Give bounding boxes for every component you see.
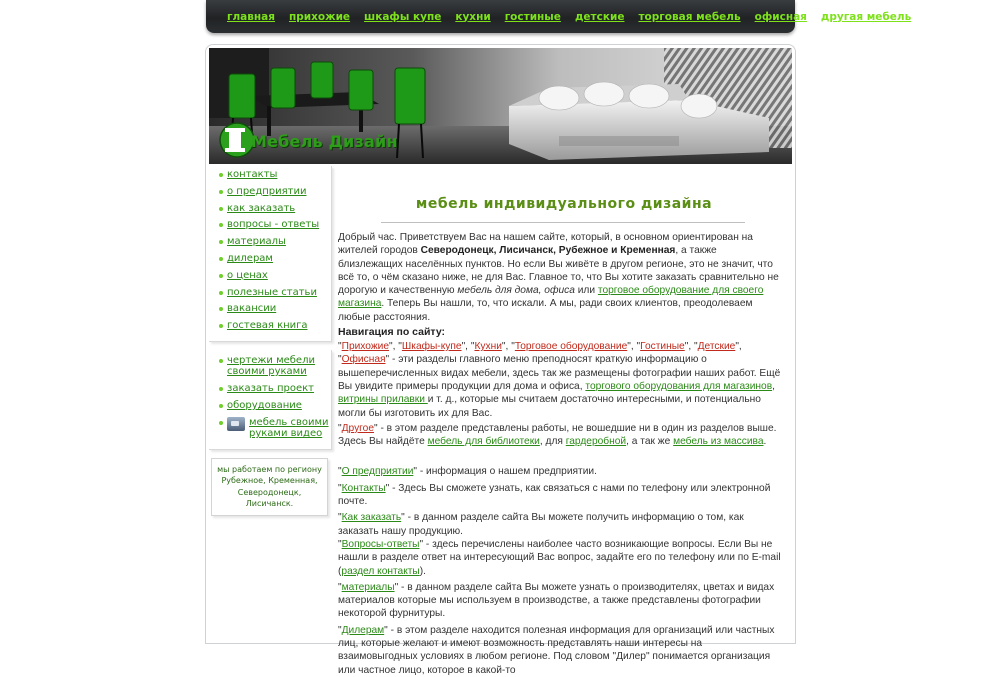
region-line: Северодонецк, Лисичанск. xyxy=(237,487,302,509)
link-living-rooms[interactable]: Гостиные xyxy=(640,341,685,353)
order-paragraph: "Как заказать" - в данном разделе сайта Вы можете получить информацию о том, как заказать нашу продукцию. xyxy=(338,512,744,537)
sidebar-link-dealers[interactable]: дилерам xyxy=(227,252,273,264)
sidebar xyxy=(209,166,332,516)
bullet-icon xyxy=(219,207,223,211)
sidebar-link-vacancies[interactable]: вакансии xyxy=(227,303,277,315)
sidebar-link-about[interactable]: о предприятии xyxy=(227,185,307,197)
sidebar-extra xyxy=(209,350,332,450)
link-kitchens[interactable]: Кухни xyxy=(474,341,502,353)
link-retail[interactable]: Торговое оборудование xyxy=(514,341,628,353)
bullet-icon xyxy=(219,257,223,261)
link-solid-wood[interactable]: мебель из массива xyxy=(673,436,764,448)
other-text: , а так же xyxy=(626,436,674,448)
title-divider xyxy=(381,222,745,223)
nav-office[interactable]: офисная xyxy=(754,10,807,23)
materials-text: " - в данном разделе сайта Вы можете узнать о производителях, цветах и видах материалов которые мы используем в производстве, а также представлены фотографии некоторой фурнитуры. xyxy=(338,581,775,620)
bullet-icon xyxy=(219,324,223,328)
sidebar-item-video xyxy=(219,417,331,439)
intro-text: или xyxy=(574,285,598,297)
main-content xyxy=(338,196,782,677)
link-dealers[interactable]: Дилерам xyxy=(341,624,385,636)
sidebar-item-guestbook xyxy=(219,320,331,337)
about-text: " - информация о нашем предприятии. xyxy=(413,466,597,478)
sidebar-link-guestbook[interactable]: гостевая книга xyxy=(227,320,308,332)
intro-text: . Теперь Вы нашли, то, что искали. А мы, ради своих клиентов, преодолеваем любые расстояния. xyxy=(338,298,753,323)
sidebar-link-drawings[interactable]: чертежи мебели своими руками xyxy=(227,354,315,377)
region-line: Рубежное, Кременная, xyxy=(221,476,318,486)
page-title: мебель индивидуального дизайна xyxy=(415,196,713,212)
nav-kitchens[interactable]: кухни xyxy=(455,10,491,23)
bullet-icon xyxy=(219,240,223,244)
sidebar-item-about xyxy=(219,186,331,203)
video-icon[interactable] xyxy=(227,417,245,431)
sidebar-item-materials xyxy=(219,236,331,253)
spacer xyxy=(338,448,782,465)
bullet-icon xyxy=(219,274,223,278)
other-text: , для xyxy=(539,436,566,448)
other-paragraph: "Другое" - в этом разделе представлены работы, не вошедшие ни в один из разделов выше. Здесь Вы найдёте мебель для библиотеки, для гардеробной, а так же мебель из массива. xyxy=(338,422,777,448)
nav-wardrobes[interactable]: шкафы купе xyxy=(364,10,442,23)
sidebar-link-articles[interactable]: полезные статьи xyxy=(227,286,317,298)
sidebar-item-drawings xyxy=(219,355,331,377)
materials-paragraph: "материалы" - в данном разделе сайта Вы можете узнать о производителях, цветах и видах материалов которые мы используем в производстве, а также представлены фотографии некоторой фурнитуры. xyxy=(338,581,775,620)
link-shop-equipment[interactable]: торгового оборудования для магазинов xyxy=(585,380,773,392)
sidebar-link-order-project[interactable]: заказать проект xyxy=(227,382,314,394)
bullet-icon xyxy=(219,173,223,177)
nav-kids[interactable]: детские xyxy=(574,10,625,23)
nav-text: - эти разделы главного меню преподносят краткую информацию о вышеперечисленных видах мебели, здесь так же размещены фотографии наших работ. Ещё Вы увидите примеры продукции для дома и офиса, xyxy=(338,354,781,392)
sidebar-link-video[interactable]: мебель своими руками видео xyxy=(249,416,329,439)
sidebar-link-equipment[interactable]: оборудование xyxy=(227,399,302,411)
link-hallways[interactable]: Прихожие xyxy=(341,341,390,353)
bullet-icon xyxy=(219,387,223,391)
top-navigation xyxy=(206,0,912,33)
link-wardrobes[interactable]: Шкафы-купе xyxy=(401,341,462,353)
sidebar-link-faq[interactable]: вопросы - ответы xyxy=(227,219,320,231)
navigation-paragraph: "Прихожие", "Шкафы-купе", "Кухни", "Торговое оборудование", "Гостиные", "Детские", "Офисная" - эти разделы главного меню преподносят краткую информацию о вышеперечисленных видах мебели, здесь так же размещены фотографии наших работ. Ещё Вы увидите примеры продукции для дома и офиса, торгового оборудования для магазинов, витрины прилавки и т. д., которые мы считаем достаточно интересными, и потенциально могли бы изготовить их для Вас. xyxy=(338,341,781,419)
contacts-text: " - Здесь Вы сможете узнать, как связаться с нами по телефону или электронной почте. xyxy=(338,482,771,508)
link-how-to-order[interactable]: Как заказать xyxy=(341,512,402,524)
bullet-icon xyxy=(219,421,223,425)
nav-text: , xyxy=(772,380,775,392)
nav-other[interactable]: другая мебель xyxy=(820,10,912,23)
sidebar-link-contacts[interactable]: контакты xyxy=(227,169,278,180)
dealers-text: " - в этом разделе находится полезная информация для организаций или частных лиц, которые желают и имеют возможность представлять наши интересы на взаимовыгодных условиях в любом регионе. Под словом "Дилер" понимается организация или частное лицо, которое в какой-то xyxy=(338,624,775,676)
sidebar-link-materials[interactable]: материалы xyxy=(227,236,286,248)
intro-text: Добрый час. Приветствуем Вас на нашем сайте, который, в основном ориентирован на жителей городов xyxy=(338,232,753,257)
link-materials[interactable]: материалы xyxy=(341,581,395,593)
nav-home[interactable]: главная xyxy=(227,10,275,23)
sidebar-item-contacts xyxy=(219,169,331,186)
header-banner xyxy=(209,48,792,164)
navigation-heading: Навигация по сайту: xyxy=(338,326,446,339)
sidebar-link-prices[interactable]: о ценах xyxy=(227,269,268,281)
link-faq[interactable]: Вопросы-ответы xyxy=(341,538,420,550)
about-paragraph: "О предприятии" - информация о нашем предприятии. xyxy=(338,466,597,478)
other-text: " - в этом разделе представлены работы, не вошедшие ни в один из разделов выше. Здесь Вы найдёте xyxy=(338,422,777,448)
link-library[interactable]: мебель для библиотеки xyxy=(427,436,540,448)
link-about[interactable]: О предприятии xyxy=(341,466,414,478)
bullet-icon xyxy=(219,223,223,227)
contacts-paragraph: "Контакты" - Здесь Вы сможете узнать, как связаться с нами по телефону или электронной почте. xyxy=(338,482,771,508)
bullet-icon xyxy=(219,291,223,295)
nav-hallways[interactable]: прихожие xyxy=(289,10,351,23)
intro-text: , а также близлежащих населённых пунктов. Но если Вы живёте в другом регионе, это не значит, что всё то, о чём сказано ниже, не для Вас. Главное то, что Вы хотите заказать сравнительно не дорогую и качественную xyxy=(338,245,779,297)
region-box xyxy=(211,458,328,516)
faq-text: " - здесь перечислены наиболее часто возникающие вопросы. Если Вы не нашли в разделе ответ на интересующий Вас вопрос, задайте его по телефону или по E-mail ( xyxy=(338,538,781,577)
bullet-icon xyxy=(219,190,223,194)
other-text: . xyxy=(763,436,767,448)
sidebar-item-order-project xyxy=(219,383,331,394)
link-other[interactable]: Другое xyxy=(341,422,374,434)
sidebar-item-dealers xyxy=(219,253,331,270)
link-contacts-section[interactable]: раздел контакты xyxy=(341,565,420,577)
order-text: " - в данном разделе сайта Вы можете получить информацию о том, как заказать нашу продукцию. xyxy=(338,512,744,537)
faq-paragraph: "Вопросы-ответы" - здесь перечислены наиболее часто возникающие вопросы. Если Вы не нашли в разделе ответ на интересующий Вас вопрос, задайте его по телефону или по E-mail (раздел контакты). xyxy=(338,538,781,577)
logo-icon xyxy=(217,120,252,160)
sidebar-item-equipment xyxy=(219,400,331,411)
intro-italic: мебель для дома, офиса xyxy=(457,285,575,297)
bullet-icon xyxy=(219,307,223,311)
bullet-icon xyxy=(219,404,223,408)
link-wardrobe-room[interactable]: гардеробной xyxy=(565,436,627,448)
link-showcases[interactable]: витрины прилавки xyxy=(338,394,428,406)
sidebar-menu xyxy=(209,166,332,342)
nav-retail-furniture[interactable]: торговая мебель xyxy=(638,10,741,23)
nav-text: и т. д., которые мы считаем достаточно интересными, и потенциально могли бы изготовить их для Вас. xyxy=(338,394,761,419)
faq-text: ). xyxy=(419,565,426,577)
dealers-paragraph: "Дилерам" - в этом разделе находится полезная информация для организаций или частных лиц, которые желают и имеют возможность представлять наши интересы на взаимовыгодных условиях в любом регионе. Под словом "Дилер" понимается организация или частное лицо, которое в какой-то xyxy=(338,624,775,676)
sidebar-item-prices xyxy=(219,270,331,287)
link-office[interactable]: Офисная xyxy=(341,354,386,366)
bullet-icon xyxy=(219,359,223,363)
intro-paragraph xyxy=(338,231,782,324)
link-contacts[interactable]: Контакты xyxy=(341,482,386,494)
cities: Северодонецк, Лисичанск, Рубежное и Кременная xyxy=(420,245,676,257)
link-kids[interactable]: Детские xyxy=(697,341,736,353)
sidebar-item-faq xyxy=(219,219,331,236)
logo-text[interactable]: Мебель Дизайн xyxy=(251,132,398,151)
sidebar-item-articles xyxy=(219,287,331,304)
nav-living-rooms[interactable]: гостиные xyxy=(504,10,561,23)
sidebar-link-how-to-order[interactable]: как заказать xyxy=(227,202,296,214)
sidebar-item-vacancies xyxy=(219,303,331,320)
region-line: мы работаем по региону xyxy=(217,464,322,474)
sidebar-item-how-to-order xyxy=(219,203,331,220)
link-retail-equipment[interactable]: торговое оборудование для своего магазина xyxy=(338,285,764,310)
